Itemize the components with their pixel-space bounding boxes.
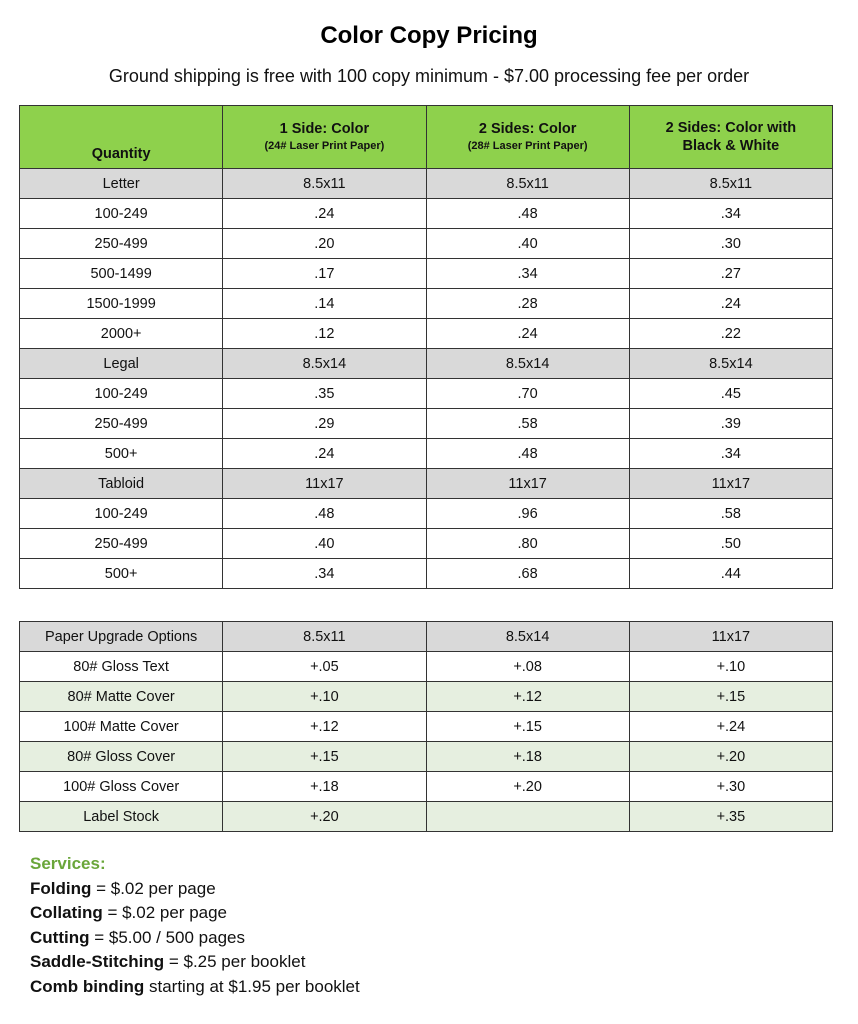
price-cell: .20 (223, 229, 426, 259)
paper-size-label: Tabloid (20, 469, 223, 499)
upgrade-name-cell: 80# Matte Cover (20, 682, 223, 712)
upgrade-price-cell: +.15 (426, 712, 629, 742)
quantity-cell: 500+ (20, 559, 223, 589)
price-cell: .40 (223, 529, 426, 559)
service-price: starting at $1.95 per booklet (144, 976, 360, 996)
price-cell: .24 (426, 319, 629, 349)
paper-upgrade-table (19, 621, 833, 832)
upgrade-name-cell: 100# Matte Cover (20, 712, 223, 742)
pricing-body (20, 169, 833, 589)
upgrade-options-header: Paper Upgrade Options (20, 622, 223, 652)
quantity-cell: 250-499 (20, 529, 223, 559)
price-cell: .24 (629, 289, 832, 319)
service-item (30, 877, 360, 902)
price-cell: .68 (426, 559, 629, 589)
upgrade-row (20, 772, 833, 802)
price-cell: .22 (629, 319, 832, 349)
price-row (20, 319, 833, 349)
paper-size-value: 8.5x14 (629, 349, 832, 379)
upgrade-price-cell: +.20 (223, 802, 426, 832)
size-row (20, 349, 833, 379)
upgrade-price-cell: +.20 (426, 772, 629, 802)
quantity-cell: 500+ (20, 439, 223, 469)
upgrade-row (20, 652, 833, 682)
upgrade-row (20, 682, 833, 712)
upgrade-price-cell: +.12 (426, 682, 629, 712)
price-cell: .48 (223, 499, 426, 529)
price-cell: .35 (223, 379, 426, 409)
upgrade-name-cell: Label Stock (20, 802, 223, 832)
upgrade-price-cell: +.18 (426, 742, 629, 772)
price-cell: .39 (629, 409, 832, 439)
price-row (20, 439, 833, 469)
upgrade-price-cell: +.10 (629, 652, 832, 682)
quantity-cell: 100-249 (20, 379, 223, 409)
price-row (20, 529, 833, 559)
paper-size-value: 8.5x11 (223, 169, 426, 199)
size-row (20, 169, 833, 199)
upgrade-price-cell: +.24 (629, 712, 832, 742)
paper-size-label: Letter (20, 169, 223, 199)
upgrade-price-cell: +.35 (629, 802, 832, 832)
services-list (30, 877, 360, 1000)
upgrade-body (20, 622, 833, 832)
quantity-cell: 100-249 (20, 499, 223, 529)
paper-size-value: 11x17 (629, 469, 832, 499)
price-cell: .70 (426, 379, 629, 409)
price-cell: .50 (629, 529, 832, 559)
service-price: = $.02 per page (91, 878, 216, 898)
price-cell: .58 (629, 499, 832, 529)
upgrade-row (20, 802, 833, 832)
service-name: Comb binding (30, 976, 145, 996)
two-sides-color-header (426, 106, 629, 169)
paper-size-value: 11x17 (223, 469, 426, 499)
price-cell: .34 (426, 259, 629, 289)
page-title: Color Copy Pricing (320, 22, 538, 49)
price-row (20, 499, 833, 529)
price-row (20, 229, 833, 259)
upgrade-price-cell: +.20 (629, 742, 832, 772)
one-side-color-header (223, 106, 426, 169)
service-name: Saddle-Stitching (30, 952, 165, 971)
price-cell: .45 (629, 379, 832, 409)
service-name: Folding (30, 878, 92, 898)
price-cell: .30 (629, 229, 832, 259)
price-cell: .34 (223, 559, 426, 589)
size-row (20, 469, 833, 499)
price-row (20, 259, 833, 289)
price-cell: .29 (223, 409, 426, 439)
price-cell: .58 (426, 409, 629, 439)
service-item (30, 926, 360, 951)
upgrade-price-cell: +.08 (426, 652, 629, 682)
price-cell: .44 (629, 559, 832, 589)
quantity-cell: 100-249 (20, 199, 223, 229)
two-sides-color-bw-title: 2 Sides: Color with Black & White (665, 120, 797, 154)
paper-size-value: 8.5x11 (426, 169, 629, 199)
price-cell: .17 (223, 259, 426, 289)
upgrade-header-row (20, 622, 833, 652)
price-cell: .14 (223, 289, 426, 319)
upgrade-name-cell: 80# Gloss Text (20, 652, 223, 682)
price-cell: .48 (426, 199, 629, 229)
upgrade-price-cell: +.12 (223, 712, 426, 742)
price-row (20, 409, 833, 439)
upgrade-price-cell: +.10 (223, 682, 426, 712)
price-cell: .28 (426, 289, 629, 319)
quantity-cell: 2000+ (20, 319, 223, 349)
service-item (30, 975, 360, 1000)
price-cell: .34 (629, 439, 832, 469)
quantity-cell: 250-499 (20, 229, 223, 259)
upgrade-price-cell: +.30 (629, 772, 832, 802)
service-item (30, 901, 360, 926)
paper-size-value: 11x17 (426, 469, 629, 499)
price-cell: .27 (629, 259, 832, 289)
two-sides-color-bw-header (629, 106, 832, 169)
price-cell: .34 (629, 199, 832, 229)
quantity-cell: 500-1499 (20, 259, 223, 289)
price-cell: .12 (223, 319, 426, 349)
upgrade-size-header: 8.5x11 (223, 622, 426, 652)
upgrade-price-cell: +.05 (223, 652, 426, 682)
paper-size-value: 8.5x14 (223, 349, 426, 379)
price-row (20, 199, 833, 229)
service-name: Cutting (30, 927, 90, 947)
paper-size-value: 8.5x11 (629, 169, 832, 199)
price-row (20, 289, 833, 319)
upgrade-price-cell (426, 802, 629, 832)
quantity-cell: 1500-1999 (20, 289, 223, 319)
service-item (30, 950, 360, 975)
price-cell: .80 (426, 529, 629, 559)
quantity-header: Quantity (20, 106, 223, 169)
page-subtitle: Ground shipping is free with 100 copy minimum - $7.00 processing fee per order (108, 66, 750, 86)
one-side-color-paper: (24# Laser Print Paper) (264, 140, 385, 152)
quantity-cell: 250-499 (20, 409, 223, 439)
pricing-header-row (20, 106, 833, 169)
upgrade-row (20, 712, 833, 742)
two-sides-color-paper: (28# Laser Print Paper) (467, 140, 588, 152)
services-section (30, 852, 360, 999)
upgrade-price-cell: +.15 (629, 682, 832, 712)
service-price: = $.02 per page (102, 903, 228, 922)
upgrade-price-cell: +.15 (223, 742, 426, 772)
paper-size-label: Legal (20, 349, 223, 379)
price-row (20, 379, 833, 409)
upgrade-name-cell: 100# Gloss Cover (20, 772, 223, 802)
service-name: Collating (30, 903, 103, 922)
upgrade-size-header: 11x17 (629, 622, 832, 652)
upgrade-size-header: 8.5x14 (426, 622, 629, 652)
price-cell: .24 (223, 199, 426, 229)
price-cell: .24 (223, 439, 426, 469)
pricing-table (19, 105, 833, 589)
price-cell: .48 (426, 439, 629, 469)
two-sides-color-title: 2 Sides: Color (478, 121, 577, 137)
upgrade-row (20, 742, 833, 772)
service-price: = $5.00 / 500 pages (89, 927, 245, 947)
price-cell: .96 (426, 499, 629, 529)
paper-size-value: 8.5x14 (426, 349, 629, 379)
price-row (20, 559, 833, 589)
services-title: Services: (30, 854, 106, 873)
one-side-color-title: 1 Side: Color (279, 121, 370, 137)
price-cell: .40 (426, 229, 629, 259)
service-price: = $.25 per booklet (164, 952, 306, 971)
upgrade-name-cell: 80# Gloss Cover (20, 742, 223, 772)
upgrade-price-cell: +.18 (223, 772, 426, 802)
